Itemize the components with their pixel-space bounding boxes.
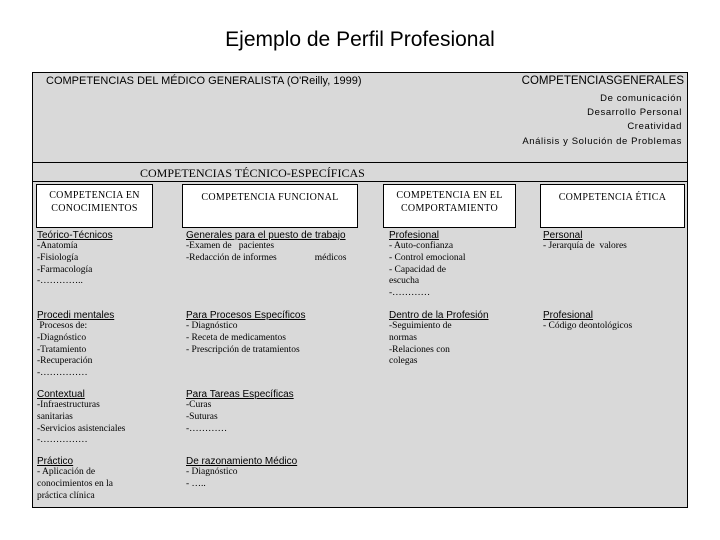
divider-line [32, 162, 688, 163]
section-title: Personal [543, 230, 583, 241]
reference-label: (O'Reilly, 1999) [286, 75, 362, 87]
section-dentro-profesion [389, 310, 489, 368]
section-item: práctica clínica [37, 490, 95, 501]
section-generales-puesto [186, 230, 346, 265]
section-title: Para Tareas Específicas [186, 389, 294, 400]
section-item: -Servicios asistenciales [37, 423, 126, 434]
section-title: Generales para el puesto de trabajo [186, 230, 346, 241]
section-item: Procesos de: [37, 321, 88, 331]
section-title: Profesional [543, 310, 594, 321]
section-item: -Examen de pacientes [186, 241, 275, 251]
section-item: -Infraestructuras [37, 400, 100, 410]
section-item: -…………… [37, 368, 88, 379]
divider-line [32, 181, 688, 182]
section-item: - Código deontológicos [543, 321, 633, 331]
section-title: Profesional [389, 230, 440, 241]
section-item: -Seguimiento de [389, 321, 452, 331]
section-title: Teórico-Técnicos [37, 230, 113, 241]
medico-header-label: COMPETENCIAS DEL MÉDICO GENERALISTA [46, 75, 284, 87]
section-item: -Anatomía [37, 241, 78, 251]
section-item: -Fisiología [37, 252, 79, 263]
section-item: -Relaciones con [389, 344, 450, 355]
generales-item: De comunicación [600, 93, 682, 104]
section-practico [37, 456, 113, 502]
section-item: - Auto-confianza [389, 241, 454, 251]
section-profesional-etica [543, 310, 632, 333]
section-item: - ….. [186, 478, 206, 489]
generales-item: Desarrollo Personal [587, 107, 682, 119]
section-item: conocimientos en la [37, 478, 113, 489]
tecnico-title: COMPETENCIAS TÉCNICO-ESPECÍFICAS [140, 166, 365, 180]
section-item: - Capacidad de [389, 264, 446, 275]
section-item: -Farmacología [37, 264, 93, 275]
section-contextual [37, 389, 125, 447]
generales-item: Creatividad [627, 121, 682, 133]
section-title: Para Procesos Específicos [186, 310, 306, 321]
section-title: Procedi mentales [37, 310, 115, 321]
column-header-funcional: COMPETENCIA FUNCIONAL [182, 184, 358, 228]
section-item: - Jerarquía de valores [543, 241, 627, 251]
generales-header: COMPETENCIASGENERALES [521, 75, 684, 87]
section-item: -Recuperación [37, 356, 93, 367]
section-title: De razonamiento Médico [186, 456, 298, 467]
section-item: -Diagnóstico [37, 332, 87, 343]
medico-header [46, 75, 362, 87]
section-item: escucha [389, 276, 420, 287]
section-procedimentales [37, 310, 114, 380]
section-item: - Diagnóstico [186, 321, 238, 331]
column-header-comportamiento: COMPETENCIA EN EL COMPORTAMIENTO [383, 184, 516, 228]
section-title: Dentro de la Profesión [389, 310, 489, 321]
section-item: -Tratamiento [37, 344, 87, 355]
column-header-conocimientos: COMPETENCIA EN CONOCIMIENTOS [36, 184, 153, 228]
section-razonamiento-medico [186, 456, 297, 491]
section-item: colegas [389, 356, 418, 367]
section-item: - Diagnóstico [186, 467, 238, 477]
section-item: - Prescripción de tratamientos [186, 344, 300, 355]
generales-list [522, 92, 682, 149]
section-item: sanitarias [37, 411, 73, 422]
page-title: Ejemplo de Perfil Profesional [225, 28, 495, 51]
section-item: -Redacción de informes médicos [186, 252, 347, 263]
section-item: - Aplicación de [37, 467, 96, 477]
section-procesos-especificos [186, 310, 306, 356]
section-item: -Suturas [186, 411, 218, 422]
column-header-etica: COMPETENCIA ÉTICA [540, 184, 685, 228]
generales-item: Análisis y Solución de Problemas [522, 135, 682, 147]
section-item: -………….. [37, 276, 83, 287]
section-item: -………… [186, 423, 228, 434]
section-item: -Curas [186, 400, 212, 410]
section-profesional-comportamiento [389, 230, 466, 300]
section-item: - Control emocional [389, 252, 466, 263]
section-item: -………… [389, 288, 431, 299]
section-personal [543, 230, 627, 253]
section-item: -…………… [37, 435, 88, 446]
section-title: Contextual [37, 389, 85, 400]
section-tareas-especificas [186, 389, 294, 435]
section-teorico-tecnicos [37, 230, 113, 288]
section-title: Práctico [37, 456, 74, 467]
section-item: normas [389, 332, 417, 343]
section-item: - Receta de medicamentos [186, 332, 286, 343]
